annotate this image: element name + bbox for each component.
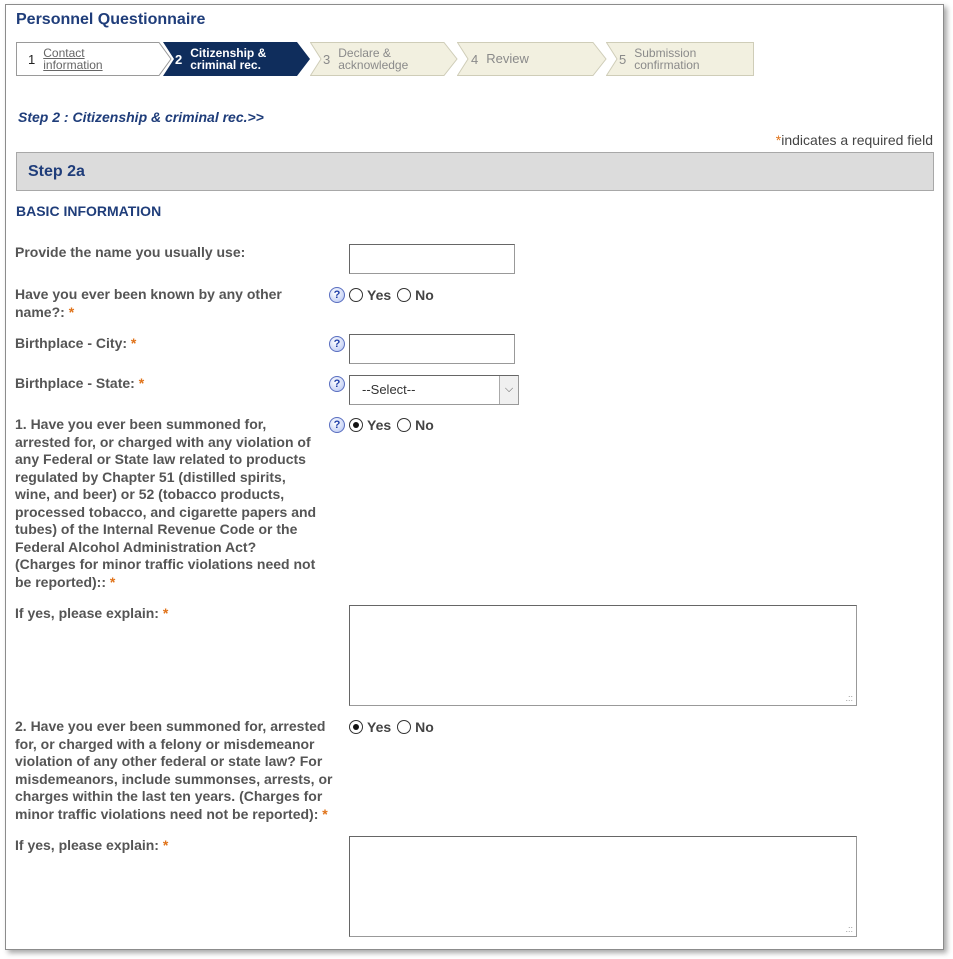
q2-label xyxy=(15,718,347,823)
resize-grip-icon[interactable]: .:: xyxy=(845,924,853,934)
q1-label xyxy=(15,416,320,591)
step-1-label[interactable] xyxy=(43,47,102,71)
step-3-declare xyxy=(310,42,458,76)
resize-grip-icon[interactable]: .:: xyxy=(845,693,853,703)
required-star: * xyxy=(162,605,169,621)
questionnaire-window xyxy=(5,4,944,950)
q1-no-radio[interactable] xyxy=(397,418,411,432)
q2-no-option[interactable] xyxy=(397,719,434,735)
help-icon[interactable]: ? xyxy=(329,417,345,433)
q2-yes-radio[interactable] xyxy=(349,720,363,734)
other-name-yes-radio[interactable] xyxy=(349,288,363,302)
birth-city-label-text: Birthplace - City: xyxy=(15,335,128,351)
q2-yes-option[interactable] xyxy=(349,719,391,735)
other-name-label xyxy=(15,286,320,321)
required-star: * xyxy=(775,132,782,148)
q1-explain-label-text: If yes, please explain: xyxy=(15,605,159,621)
step-2-line2: criminal rec. xyxy=(190,58,261,72)
q2-no-radio[interactable] xyxy=(397,720,411,734)
page-title: Personnel Questionnaire xyxy=(16,11,206,28)
step-5-line2: confirmation xyxy=(634,58,700,72)
step-heading: Step 2 : Citizenship & criminal rec.>> xyxy=(18,109,264,125)
step-1-number: 1 xyxy=(28,51,36,67)
other-name-no-radio[interactable] xyxy=(397,288,411,302)
step-5-number: 5 xyxy=(619,51,627,67)
step-3-line1: Declare & xyxy=(338,46,391,60)
step-2-label xyxy=(190,47,266,71)
help-icon[interactable]: ? xyxy=(329,287,345,303)
other-name-label-text: Have you ever been known by any other name?: xyxy=(15,286,282,320)
step-2-number: 2 xyxy=(175,51,183,67)
q2-radio-group xyxy=(349,719,440,735)
section-header: Step 2a xyxy=(16,152,934,191)
q1-label-text: 1. Have you ever been summoned for, arrested for, or charged with any violation of any Federal or State law related to products regulated by Chapter 51 (distilled spirits, wine, and beer) or 52 (tobacco products, processed tobacco, and cigarette papers and tubes) of the Internal Revenue Code or the Federal Alcohol Administration Act? (Charges for minor traffic violations need not be reported):: xyxy=(15,416,317,590)
required-star: * xyxy=(130,335,137,351)
birth-state-label-text: Birthplace - State: xyxy=(15,375,135,391)
q2-yes-label: Yes xyxy=(367,719,392,735)
q1-yes-option[interactable] xyxy=(349,417,391,433)
birth-state-label xyxy=(15,375,320,393)
help-icon[interactable]: ? xyxy=(329,376,345,392)
q2-label-text: 2. Have you ever been summoned for, arrested for, or charged with a felony or misdemeanor violation of any other federal or state law? For misdemeanors, include summonses, arrests, or charges within the last ten years. (Charges for minor traffic violations need not be reported): xyxy=(15,718,333,822)
step-5-submission xyxy=(606,42,754,76)
step-3-label xyxy=(338,47,408,71)
subsection-title: BASIC INFORMATION xyxy=(16,203,162,219)
help-icon[interactable]: ? xyxy=(329,336,345,352)
usual-name-label xyxy=(15,244,320,262)
required-star: * xyxy=(68,303,75,320)
step-3-number: 3 xyxy=(323,51,331,67)
q2-explain-label xyxy=(15,837,320,855)
q1-explain-label xyxy=(15,605,320,623)
usual-name-input[interactable] xyxy=(349,244,515,274)
required-star: * xyxy=(162,837,169,853)
step-2-citizenship xyxy=(163,42,311,76)
required-star: * xyxy=(109,573,116,590)
step-4-number: 4 xyxy=(471,51,479,67)
birth-city-input[interactable] xyxy=(349,334,515,364)
other-name-yes-label: Yes xyxy=(367,287,392,303)
step-4-label: Review xyxy=(486,51,529,66)
step-2-line1: Citizenship & xyxy=(190,46,267,60)
q1-yes-radio[interactable] xyxy=(349,418,363,432)
required-field-note xyxy=(776,132,933,148)
step-1-line2: information xyxy=(43,58,103,72)
other-name-radio-group xyxy=(349,287,440,303)
required-star: * xyxy=(138,375,145,391)
q2-no-label: No xyxy=(415,719,434,735)
other-name-no-label: No xyxy=(415,287,434,303)
step-5-line1: Submission xyxy=(634,46,697,60)
q1-no-label: No xyxy=(415,417,434,433)
other-name-yes-option[interactable] xyxy=(349,287,391,303)
step-1-contact-information[interactable] xyxy=(16,42,172,76)
step-5-label xyxy=(634,47,699,71)
step-1-line1: Contact xyxy=(43,46,85,60)
step-4-review xyxy=(457,42,607,76)
step-3-line2: acknowledge xyxy=(338,58,409,72)
birth-state-selected: --Select-- xyxy=(362,382,416,397)
other-name-no-option[interactable] xyxy=(397,287,434,303)
q1-radio-group xyxy=(349,417,440,433)
q2-explain-textarea[interactable] xyxy=(349,836,857,937)
q1-explain-textarea[interactable] xyxy=(349,605,857,706)
q1-no-option[interactable] xyxy=(397,417,434,433)
required-note-text: indicates a required field xyxy=(781,132,933,148)
usual-name-label-text: Provide the name you usually use: xyxy=(15,244,246,260)
required-star: * xyxy=(322,805,328,822)
q2-explain-label-text: If yes, please explain: xyxy=(15,837,159,853)
birth-city-label xyxy=(15,335,320,353)
q1-yes-label: Yes xyxy=(367,417,392,433)
birth-state-select[interactable] xyxy=(349,375,519,405)
chevron-down-icon[interactable]: ⌵ xyxy=(499,376,518,404)
